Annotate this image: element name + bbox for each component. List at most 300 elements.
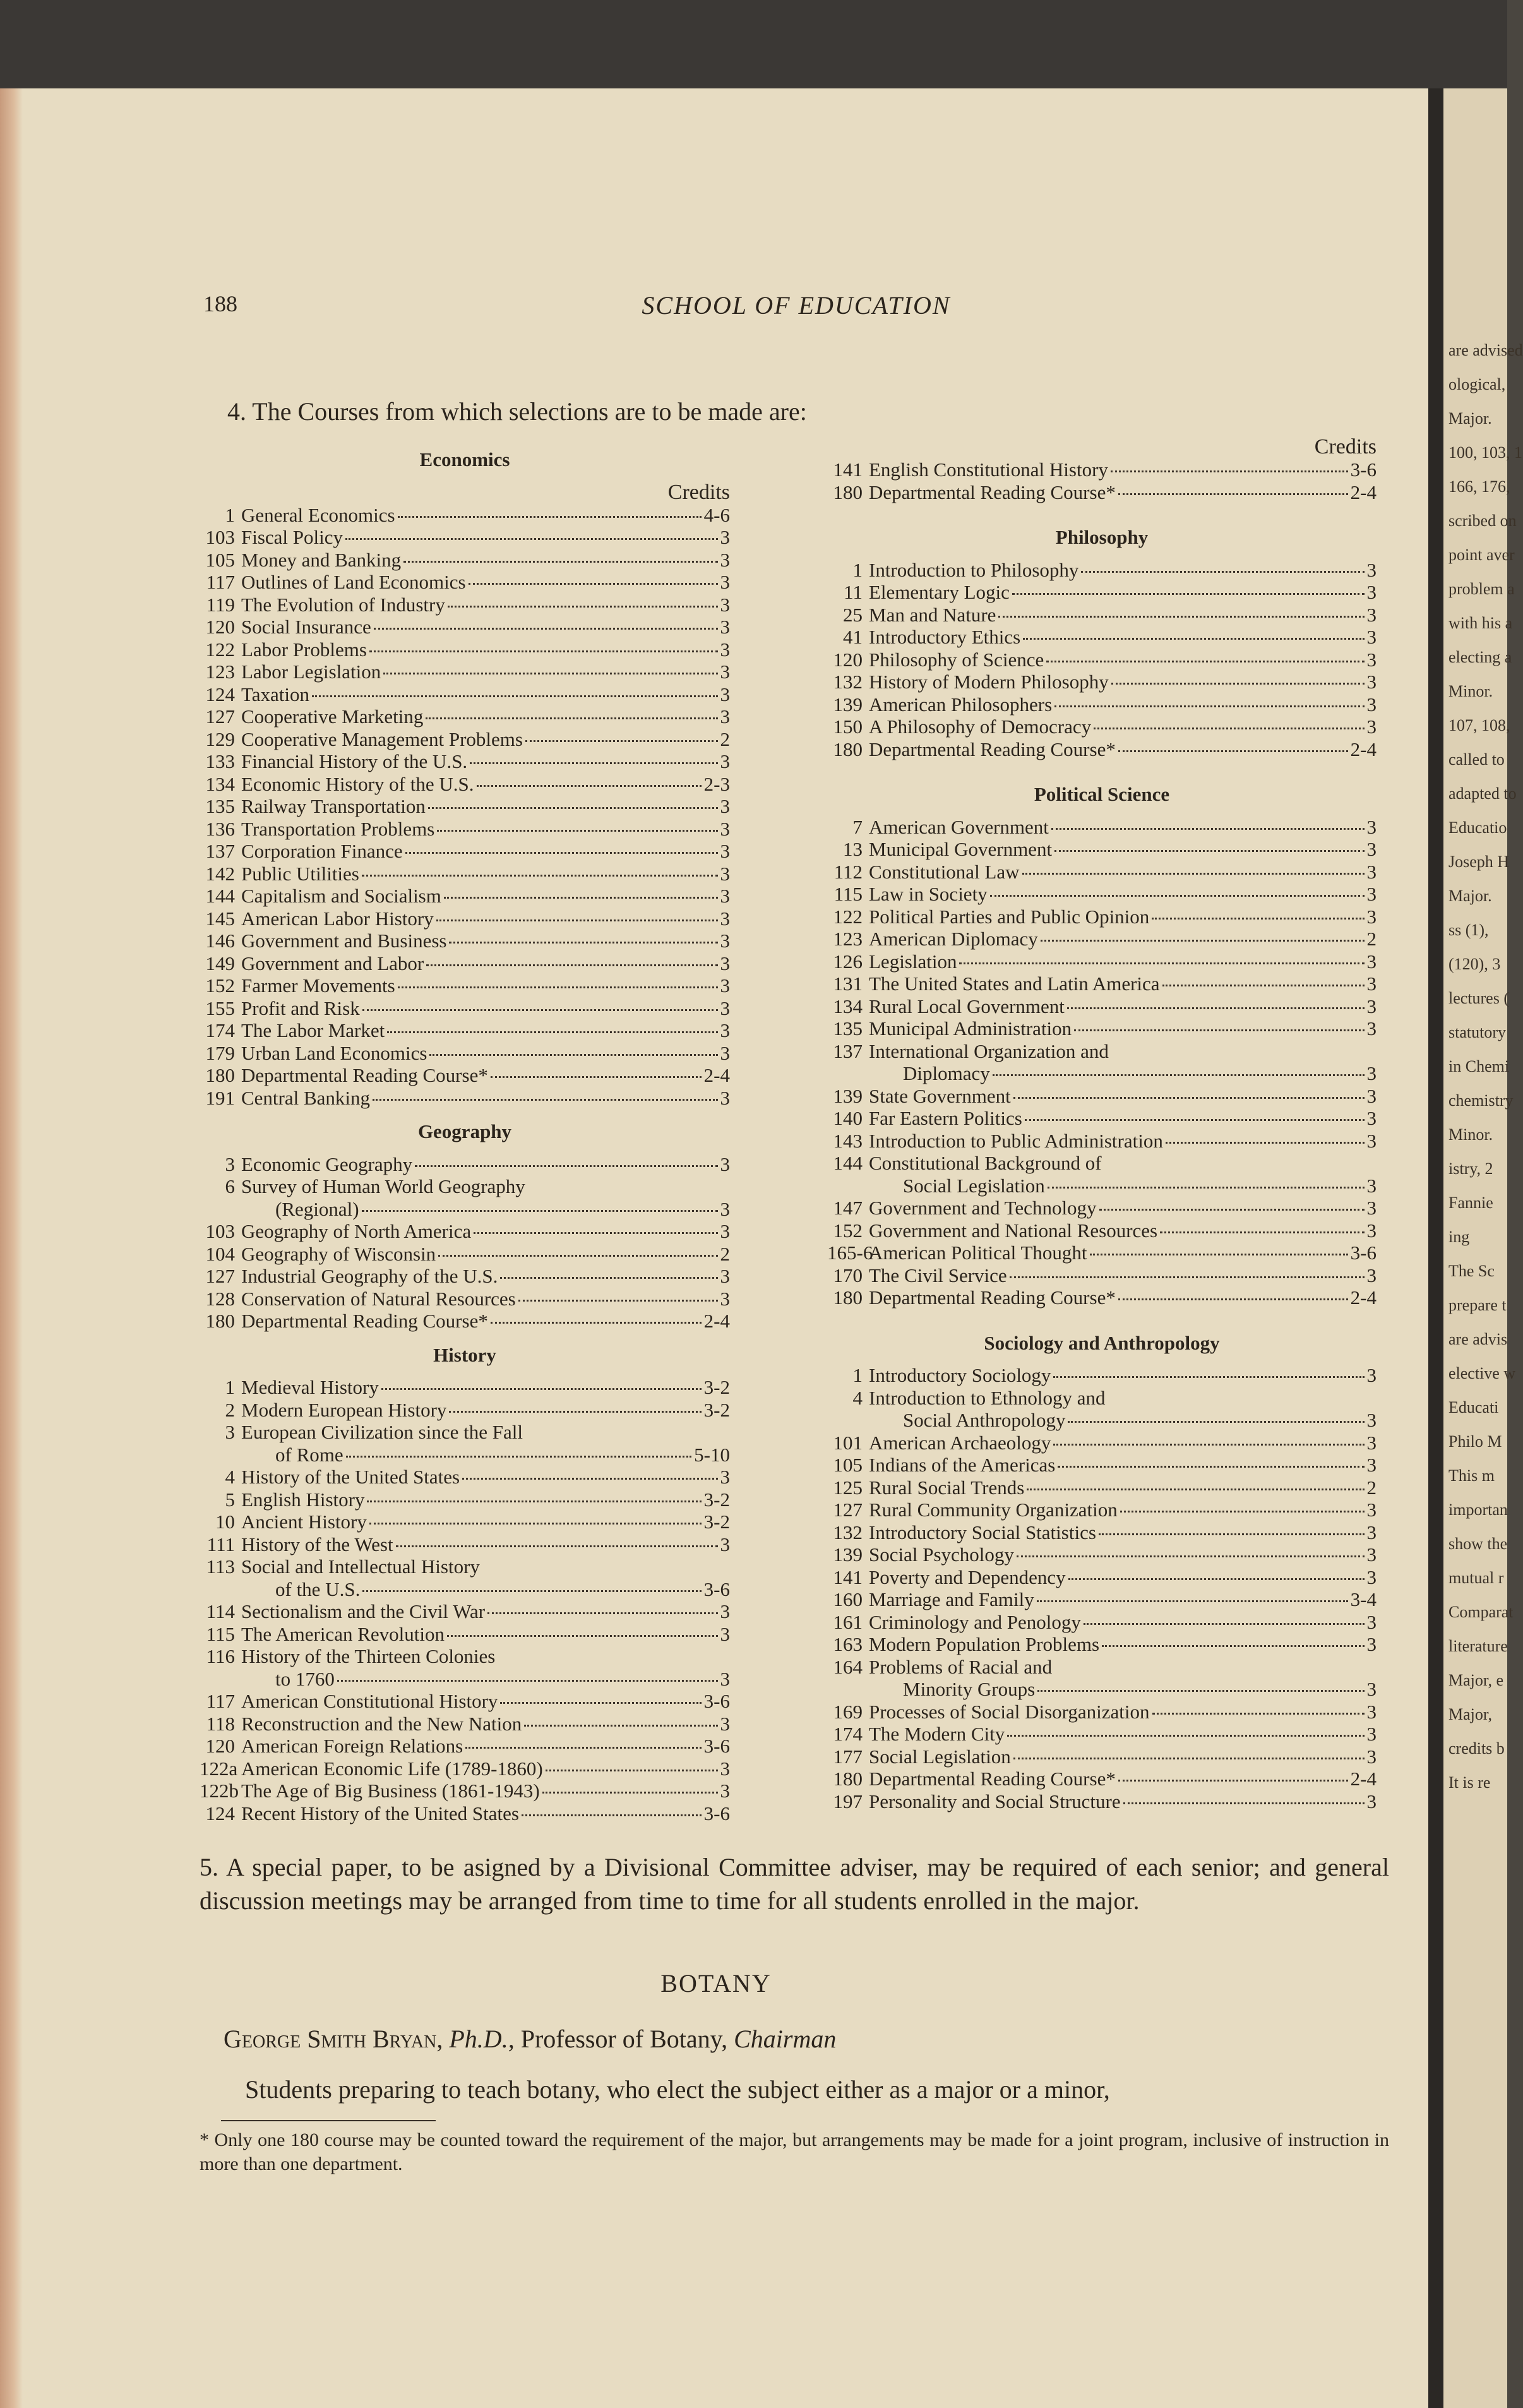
course-number: 139 xyxy=(833,693,863,716)
course-title: Legislation xyxy=(869,950,957,973)
course-row xyxy=(200,1376,730,1399)
course-row xyxy=(200,952,730,975)
course-credits: 3 xyxy=(720,548,730,571)
course-title-continued: (Regional) xyxy=(275,1197,359,1220)
course-row xyxy=(827,906,1377,928)
course-row xyxy=(200,997,730,1020)
course-number: 1 xyxy=(852,558,863,581)
course-number: 132 xyxy=(833,1521,863,1543)
course-title: American Government xyxy=(869,815,1049,838)
right-column xyxy=(827,436,1377,1812)
course-credits: 3 xyxy=(720,1197,730,1220)
adjacent-page-line: Major. xyxy=(1448,887,1492,905)
course-title: Marriage and Family xyxy=(869,1588,1034,1610)
history-continued-list xyxy=(827,458,1377,503)
course-number: 139 xyxy=(833,1543,863,1566)
course-credits: 3 xyxy=(1366,603,1377,626)
page-number: 188 xyxy=(203,291,237,316)
course-number: 163 xyxy=(833,1633,863,1655)
course-number: 145 xyxy=(205,907,235,930)
course-row xyxy=(827,1723,1377,1746)
course-title: Modern European History xyxy=(241,1398,447,1421)
course-title-continued: of Rome xyxy=(275,1443,343,1466)
dot-leader xyxy=(1054,850,1364,852)
course-row xyxy=(827,1107,1377,1130)
course-credits: 3 xyxy=(1366,1107,1377,1129)
course-credits: 3 xyxy=(1366,973,1377,995)
dot-leader xyxy=(367,1501,701,1502)
course-credits: 3 xyxy=(1366,1700,1377,1723)
course-title: Social Psychology xyxy=(869,1543,1014,1566)
dot-leader xyxy=(444,897,718,899)
course-credits: 3 xyxy=(1366,1197,1377,1219)
dot-leader xyxy=(1074,1029,1364,1031)
adjacent-page-line: Joseph H xyxy=(1448,853,1510,871)
course-credits: 3 xyxy=(1366,905,1377,928)
course-title: Taxation xyxy=(241,683,310,705)
course-credits: 3 xyxy=(1366,1431,1377,1454)
course-number: 126 xyxy=(833,950,863,973)
adjacent-page-line: problem a xyxy=(1448,580,1515,598)
course-number: 174 xyxy=(833,1723,863,1745)
course-title: Modern Population Problems xyxy=(869,1633,1100,1655)
course-title: History of Modern Philosophy xyxy=(869,671,1109,693)
course-row xyxy=(827,559,1377,582)
dot-leader xyxy=(959,962,1364,964)
course-title: The Evolution of Industry xyxy=(241,593,445,616)
course-row xyxy=(827,626,1377,649)
course-row xyxy=(827,1219,1377,1242)
course-credits: 2 xyxy=(720,1242,730,1265)
course-number: 124 xyxy=(205,683,235,705)
course-title: Political Parties and Public Opinion xyxy=(869,905,1150,928)
dot-leader xyxy=(1025,1119,1365,1121)
dot-leader xyxy=(518,1300,718,1302)
course-row xyxy=(827,738,1377,761)
course-title: Indians of the Americas xyxy=(869,1454,1056,1476)
dot-leader xyxy=(383,673,717,674)
dot-leader xyxy=(462,1478,717,1480)
course-number: 101 xyxy=(833,1431,863,1454)
course-title: Municipal Government xyxy=(869,838,1053,860)
dot-leader xyxy=(491,1076,702,1078)
dot-leader xyxy=(1041,940,1365,942)
dot-leader xyxy=(500,1277,717,1279)
course-row xyxy=(200,974,730,997)
course-number: 122a xyxy=(200,1757,238,1780)
course-number: 133 xyxy=(205,750,235,772)
course-number: 1 xyxy=(852,1364,863,1386)
course-number: 6 xyxy=(225,1175,235,1197)
course-row xyxy=(200,1466,730,1489)
course-title: Labor Legislation xyxy=(241,661,381,683)
course-row xyxy=(200,549,730,572)
dot-leader xyxy=(428,807,718,809)
course-row xyxy=(200,1511,730,1533)
course-title: Central Banking xyxy=(241,1086,371,1109)
course-number: 180 xyxy=(833,481,863,503)
course-row xyxy=(827,1656,1377,1679)
course-row-continued xyxy=(827,1175,1377,1197)
course-credits: 2-4 xyxy=(703,1310,730,1332)
course-row xyxy=(200,1802,730,1825)
course-row xyxy=(827,1746,1377,1768)
course-row xyxy=(200,1758,730,1780)
course-number: 3 xyxy=(225,1421,235,1443)
course-credits: 2 xyxy=(1366,928,1377,950)
course-credits: 3 xyxy=(720,1466,730,1488)
dot-leader xyxy=(1118,750,1348,752)
dot-leader xyxy=(438,1255,717,1257)
course-credits: 3 xyxy=(720,1712,730,1735)
course-row xyxy=(200,526,730,549)
course-title: The United States and Latin America xyxy=(869,973,1160,995)
course-number: 134 xyxy=(833,995,863,1017)
course-number: 112 xyxy=(833,860,863,883)
course-number: 149 xyxy=(205,952,235,974)
course-credits: 3 xyxy=(720,1086,730,1109)
adjacent-page-line: Comparat xyxy=(1448,1603,1514,1621)
course-title: International Organization and xyxy=(869,1039,1109,1062)
course-title: Ancient History xyxy=(241,1511,367,1533)
course-row xyxy=(827,816,1377,839)
course-number: 7 xyxy=(852,815,863,838)
course-row xyxy=(827,1085,1377,1108)
dot-leader xyxy=(374,628,718,630)
sociology-heading: Sociology and Anthropology xyxy=(984,1331,1220,1354)
course-title: Government and National Resources xyxy=(869,1219,1158,1242)
course-number: 120 xyxy=(833,648,863,671)
dot-leader xyxy=(1027,1489,1364,1490)
course-credits: 3-6 xyxy=(1350,458,1377,481)
dot-leader xyxy=(337,1680,718,1682)
dot-leader xyxy=(1160,1231,1364,1233)
course-row xyxy=(827,838,1377,861)
dot-leader xyxy=(1017,1555,1365,1557)
course-title: Poverty and Dependency xyxy=(869,1566,1066,1588)
adjacent-page-line: Major. xyxy=(1448,409,1492,428)
course-title: Geography of North America xyxy=(241,1220,472,1242)
course-credits: 3 xyxy=(720,593,730,616)
course-row xyxy=(200,885,730,907)
course-row xyxy=(827,1040,1377,1063)
course-row xyxy=(200,795,730,818)
course-number: 41 xyxy=(843,626,863,648)
course-row xyxy=(200,1288,730,1310)
dot-leader xyxy=(426,964,717,966)
course-title: Introduction to Public Administration xyxy=(869,1129,1163,1152)
course-title: Rural Social Trends xyxy=(869,1476,1025,1499)
dot-leader xyxy=(362,1590,701,1592)
course-title: Capitalism and Socialism xyxy=(241,885,441,907)
adjacent-page-line: ing xyxy=(1448,1228,1470,1246)
course-row xyxy=(200,1421,730,1444)
dot-leader xyxy=(1111,683,1365,685)
course-title: Social Legislation xyxy=(869,1745,1011,1768)
adjacent-page-line: mutual r xyxy=(1448,1569,1504,1587)
course-credits: 3 xyxy=(720,817,730,840)
course-title: Fiscal Policy xyxy=(241,526,343,548)
dot-leader xyxy=(405,852,718,854)
course-title: Departmental Reading Course* xyxy=(241,1310,488,1332)
dot-leader xyxy=(398,516,702,518)
botany-heading: BOTANY xyxy=(660,1969,772,1998)
course-credits: 3 xyxy=(1366,883,1377,905)
course-number: 117 xyxy=(206,1690,235,1712)
course-title: Processes of Social Disorganization xyxy=(869,1700,1150,1723)
dot-leader xyxy=(1067,1007,1365,1009)
course-title: Conservation of Natural Resources xyxy=(241,1287,516,1310)
course-credits: 3 xyxy=(720,1019,730,1041)
dot-leader xyxy=(1166,1142,1365,1144)
course-credits: 3 xyxy=(1366,1129,1377,1152)
course-number: 115 xyxy=(206,1622,235,1645)
dot-leader xyxy=(437,830,717,832)
dot-leader xyxy=(387,1031,717,1033)
course-title: Sectionalism and the Civil War xyxy=(241,1600,486,1622)
course-number: 118 xyxy=(206,1712,235,1735)
course-number: 164 xyxy=(833,1655,863,1678)
dot-leader xyxy=(542,1792,718,1794)
dot-leader xyxy=(1084,1623,1365,1625)
course-title: Introductory Sociology xyxy=(869,1364,1051,1386)
course-row xyxy=(200,1175,730,1198)
adjacent-page-line: istry, 2 xyxy=(1448,1159,1493,1178)
course-title: European Civilization since the Fall xyxy=(241,1421,523,1443)
course-credits: 3 xyxy=(720,1265,730,1287)
course-number: 129 xyxy=(205,728,235,750)
course-credits: 3 xyxy=(720,1667,730,1690)
course-title: Introductory Social Statistics xyxy=(869,1521,1096,1543)
chairman-role: Chairman xyxy=(734,2025,837,2053)
course-credits: 3 xyxy=(1366,995,1377,1017)
course-row xyxy=(827,1477,1377,1499)
course-title: American Economic Life (1789-1860) xyxy=(241,1757,543,1780)
course-number: 170 xyxy=(833,1264,863,1286)
course-row xyxy=(200,1645,730,1668)
course-credits: 3 xyxy=(720,1622,730,1645)
dot-leader xyxy=(1099,1209,1365,1211)
course-title: The Civil Service xyxy=(869,1264,1007,1286)
course-title: American Diplomacy xyxy=(869,928,1038,950)
course-number: 111 xyxy=(206,1533,235,1555)
course-credits: 3-6 xyxy=(703,1690,730,1712)
course-credits: 3 xyxy=(720,638,730,661)
course-credits: 2 xyxy=(1366,1476,1377,1499)
course-credits: 3 xyxy=(720,952,730,974)
credits-header: Credits xyxy=(667,480,730,504)
course-number: 134 xyxy=(205,772,235,795)
course-row xyxy=(827,1286,1377,1309)
course-row-continued xyxy=(827,1678,1377,1701)
adjacent-page-line: are advised xyxy=(1448,341,1523,359)
course-number: 155 xyxy=(205,997,235,1019)
course-row xyxy=(200,930,730,952)
course-row xyxy=(200,1489,730,1511)
course-number: 1 xyxy=(225,503,235,526)
dot-leader xyxy=(1090,1254,1348,1255)
course-row xyxy=(200,683,730,706)
dot-leader xyxy=(426,717,717,719)
course-row xyxy=(827,883,1377,906)
course-row xyxy=(827,1242,1377,1264)
dot-leader xyxy=(524,1725,717,1727)
course-number: 174 xyxy=(205,1019,235,1041)
course-credits: 3 xyxy=(1366,1723,1377,1745)
course-title: Government and Labor xyxy=(241,952,424,974)
adjacent-page-line: 166, 176, xyxy=(1448,477,1510,496)
adjacent-page-text xyxy=(1443,88,1523,1792)
course-credits: 3 xyxy=(720,1533,730,1555)
adjacent-page-line: Educatio xyxy=(1448,818,1507,837)
course-row xyxy=(200,1019,730,1042)
course-row xyxy=(200,728,730,751)
adjacent-page-fragment xyxy=(1443,88,1523,2408)
course-row xyxy=(827,604,1377,626)
adjacent-page-line: electing a xyxy=(1448,648,1512,666)
course-credits: 2 xyxy=(720,728,730,750)
course-row xyxy=(827,861,1377,884)
dot-leader xyxy=(1013,1758,1365,1759)
course-row xyxy=(200,1735,730,1758)
course-title: English History xyxy=(241,1488,365,1511)
course-title: Geography of Wisconsin xyxy=(241,1242,436,1265)
course-row xyxy=(827,1790,1377,1813)
dot-leader xyxy=(1037,1690,1364,1692)
course-number: 144 xyxy=(205,885,235,907)
course-number: 169 xyxy=(833,1700,863,1723)
adjacent-page-line: (120), 3 xyxy=(1448,955,1501,973)
dot-leader xyxy=(990,895,1365,897)
course-number: 141 xyxy=(833,458,863,481)
course-title: English Constitutional History xyxy=(869,458,1108,481)
adjacent-page-line: show the xyxy=(1448,1535,1508,1553)
course-row xyxy=(200,863,730,885)
course-credits: 3 xyxy=(720,997,730,1019)
course-row xyxy=(827,1611,1377,1634)
course-row xyxy=(200,1780,730,1802)
dot-leader xyxy=(491,1322,702,1324)
course-title: Criminology and Penology xyxy=(869,1610,1081,1633)
course-row xyxy=(200,661,730,683)
page-edge xyxy=(0,88,23,2408)
course-row xyxy=(200,818,730,841)
course-credits: 3-2 xyxy=(703,1488,730,1511)
course-number: 2 xyxy=(225,1398,235,1421)
course-title: Money and Banking xyxy=(241,548,402,571)
course-number: 1 xyxy=(225,1376,235,1398)
dot-leader xyxy=(1120,1511,1365,1512)
course-row xyxy=(200,1265,730,1288)
course-title: History of the West xyxy=(241,1533,393,1555)
course-title: American Archaeology xyxy=(869,1431,1051,1454)
dot-leader xyxy=(470,762,717,764)
course-row-continued xyxy=(200,1668,730,1691)
course-credits: 3 xyxy=(720,907,730,930)
course-row xyxy=(827,1499,1377,1521)
course-title: Introductory Ethics xyxy=(869,626,1021,648)
dot-leader xyxy=(362,875,718,877)
course-title: Financial History of the U.S. xyxy=(241,750,468,772)
course-row xyxy=(200,750,730,773)
course-credits: 3 xyxy=(1366,716,1377,738)
history-list xyxy=(200,1376,730,1824)
course-title: American Philosophers xyxy=(869,693,1053,716)
dot-leader xyxy=(447,1635,718,1637)
course-title: The Labor Market xyxy=(241,1019,385,1041)
course-title: The American Revolution xyxy=(241,1622,445,1645)
course-credits: 3 xyxy=(720,705,730,728)
dot-leader xyxy=(469,583,718,585)
course-credits: 3-6 xyxy=(703,1802,730,1824)
philosophy-heading: Philosophy xyxy=(1055,526,1149,548)
course-title-continued: Diplomacy xyxy=(903,1062,990,1084)
dot-leader xyxy=(1118,1298,1348,1300)
course-credits: 3 xyxy=(720,1600,730,1622)
course-title: Departmental Reading Course* xyxy=(241,1064,488,1086)
course-credits: 3 xyxy=(1366,1790,1377,1812)
course-number: 10 xyxy=(215,1511,235,1533)
adjacent-page-line: in Chemi xyxy=(1448,1057,1510,1075)
course-credits: 3 xyxy=(1366,1678,1377,1700)
course-credits: 3 xyxy=(720,750,730,772)
course-number: 122b xyxy=(200,1780,239,1802)
course-number: 179 xyxy=(205,1041,235,1064)
left-column xyxy=(200,448,730,1824)
course-title: Constitutional Background of xyxy=(869,1152,1102,1174)
course-row xyxy=(827,1364,1377,1387)
course-row xyxy=(200,705,730,728)
course-row xyxy=(827,1017,1377,1040)
course-number: 25 xyxy=(843,603,863,626)
course-title: Elementary Logic xyxy=(869,581,1010,603)
dot-leader xyxy=(1053,1444,1364,1446)
adjacent-page-line: are advis xyxy=(1448,1330,1508,1348)
course-number: 114 xyxy=(206,1600,235,1622)
course-row xyxy=(200,1064,730,1087)
course-number: 123 xyxy=(205,661,235,683)
course-row xyxy=(827,1701,1377,1723)
adjacent-page-line: Major, e xyxy=(1448,1671,1504,1689)
footnote-rule xyxy=(221,2120,436,2121)
course-row-continued xyxy=(200,1444,730,1466)
course-number: 135 xyxy=(205,795,235,817)
geography-list xyxy=(200,1153,730,1333)
course-credits: 3 xyxy=(720,683,730,705)
course-credits: 2-3 xyxy=(703,772,730,795)
course-title-continued: to 1760 xyxy=(275,1667,335,1690)
course-title: General Economics xyxy=(241,503,395,526)
course-credits: 3 xyxy=(1366,1364,1377,1386)
dot-leader xyxy=(487,1612,717,1614)
course-title: American Political Thought xyxy=(869,1242,1087,1264)
course-number: 143 xyxy=(833,1129,863,1152)
course-credits: 3 xyxy=(720,1041,730,1064)
dot-leader xyxy=(362,1210,718,1212)
course-number: 142 xyxy=(205,862,235,885)
dot-leader xyxy=(1010,1276,1365,1278)
adjacent-page-line: Major, xyxy=(1448,1705,1492,1723)
course-row xyxy=(827,1152,1377,1175)
course-number: 180 xyxy=(833,738,863,760)
dot-leader xyxy=(436,919,718,921)
course-credits: 3 xyxy=(720,571,730,593)
adjacent-page-line: ss (1), xyxy=(1448,921,1489,939)
dot-leader xyxy=(1068,1421,1364,1423)
course-row xyxy=(200,1713,730,1735)
course-row xyxy=(827,671,1377,693)
course-row xyxy=(827,693,1377,716)
